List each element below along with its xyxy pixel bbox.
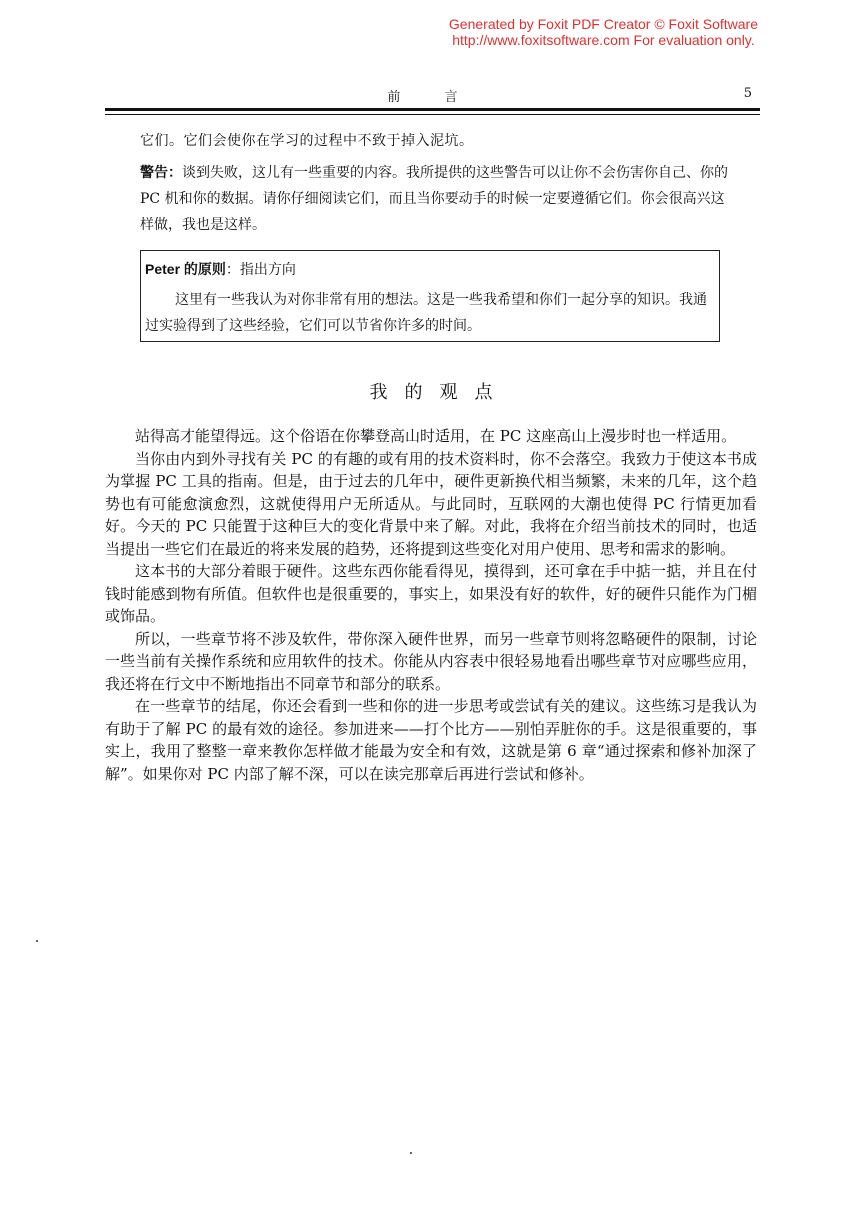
page-number: 5	[743, 86, 752, 101]
paragraph-3: 这本书的大部分着眼于硬件。这些东西你能看得见，摸得到，还可拿在手中掂一掂，并且在付钱时能感到物有所值。但软件也是很重要的，事实上，如果没有好的软件，好的硬件只能作为门楣或饰品。	[105, 562, 757, 625]
paragraph-4: 所以，一些章节将不涉及软件，带你深入硬件世界，而另一些章节则将忽略硬件的限制，讨论一些当前有关操作系统和应用软件的技术。你能从内容表中很轻易地看出哪些章节对应哪些应用，我还将在行文中不断地指出不同章节和部分的联系。	[105, 629, 757, 693]
watermark-line-2: http://www.foxitsoftware.com For evaluation only.	[452, 32, 755, 48]
scan-speck	[410, 1152, 412, 1154]
warning-text: 谈到失败，这儿有一些重要的内容。我所提供的这些警告可以让你不会伤害你自己、你的 PC 机和你的数据。请你仔细阅读它们，而且当你要动手的时候一定要遵循它们。你会很高兴这样做，我也是这样。	[140, 165, 728, 233]
warning-paragraph	[140, 160, 730, 238]
header-rule-thin	[105, 114, 760, 115]
paragraph-1: 站得高才能望得远。这个俗语在你攀登高山时适用，在 PC 这座高山上漫步时也一样适用。	[135, 427, 737, 445]
paragraph-2: 当你由内到外寻找有关 PC 的有趣的或有用的技术资料时，你不会落空。我致力于使这本书成为掌握 PC 工具的指南。但是，由于过去的几年中，硬件更新换代相当频繁，未来的几年，这个趋势也有可能愈演愈烈，这就使得用户无所适从。与此同时，互联网的大潮也使得 PC 行情更加看好。今天的 PC 只能置于这种巨大的变化背景中来了解。对此，我将在介绍当前技术的同时，也适当提出一些它们在最近的将来发展的趋势，还将提到这些变化对用户使用、思考和需求的影响。	[105, 449, 757, 558]
principle-box-title	[145, 259, 296, 279]
principle-box-body: 这里有一些我认为对你非常有用的想法。这是一些我希望和你们一起分享的知识。我通过实验得到了这些经验，它们可以节省你许多的时间。	[145, 292, 707, 334]
evaluation-watermark	[449, 16, 758, 48]
body-text	[105, 425, 757, 785]
watermark-line-1: Generated by Foxit PDF Creator © Foxit Software	[448, 16, 758, 32]
paragraph-5: 在一些章节的结尾，你还会看到一些和你的进一步思考或尝试有关的建议。这些练习是我认为有助于了解 PC 的最有效的途径。参加进来——打个比方——别怕弄脏你的手。这是很重要的，事实上，我用了整整一章来教你怎样做才能最为安全和有效，这就是第 6 章“通过探索和修补加深了解”。如果你对 PC 内部了解不深，可以在读完那章后再进行尝试和修补。	[105, 697, 757, 783]
warning-label: 警告：	[140, 165, 182, 181]
section-title: 我 的 观 点	[369, 382, 499, 402]
running-title: 前 言	[387, 90, 478, 105]
intro-line: 它们。它们会使你在学习的过程中不致于掉入泥坑。	[140, 133, 474, 149]
principle-box	[140, 250, 720, 342]
principle-box-title-bold: Peter 的原则	[145, 261, 226, 277]
header-rule-thick	[105, 108, 760, 111]
page-header	[105, 86, 760, 108]
scan-speck	[36, 940, 38, 942]
principle-box-title-rest: ：指出方向	[225, 262, 296, 278]
